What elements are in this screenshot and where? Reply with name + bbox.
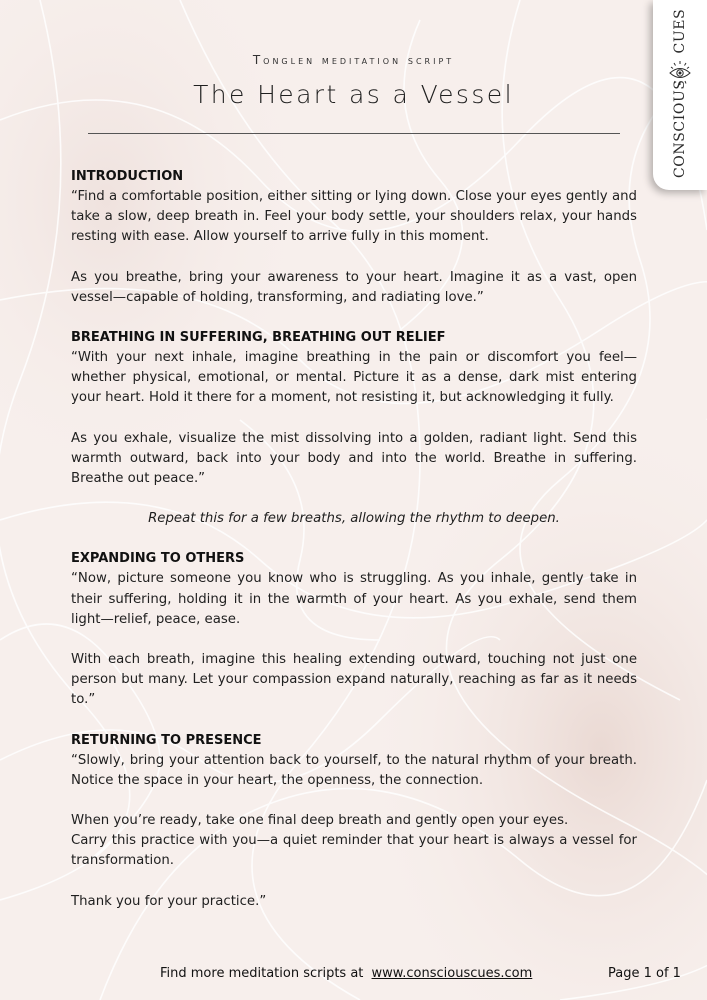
script-body xyxy=(71,167,637,912)
section-heading-expanding: EXPANDING TO OTHERS xyxy=(71,551,245,567)
page-footer xyxy=(160,966,690,981)
brand-word-cues: CUES xyxy=(672,8,688,54)
returning-paragraph-2-line-2: Carry this practice with you—a quiet reminder that your heart is always a vessel for transformation. xyxy=(71,833,637,869)
breathing-paragraph-2: As you exhale, visualize the mist dissolving into a golden, radiant light. Send this warmth outward, back into your body and into the world. Breathe in suffering. Breathe out peace.” xyxy=(71,430,637,487)
footer-text: Find more meditation scripts at xyxy=(160,966,364,981)
introduction-paragraph-2: As you breathe, bring your awareness to your heart. Imagine it as a vast, open vessel—capable of holding, transforming, and radiating love.” xyxy=(71,269,637,305)
page-number: Page 1 of 1 xyxy=(608,966,681,981)
expanding-paragraph-1: “Now, picture someone you know who is struggling. As you inhale, gently take in their suffering, holding it in the warmth of your heart. As you exhale, send them light—relief, peace, ease. xyxy=(71,571,637,627)
title-divider xyxy=(88,133,620,134)
expanding-paragraph-2: With each breath, imagine this healing extending outward, touching not just one person but many. Let your compassion expand naturally, reaching as far as it needs to.” xyxy=(71,652,637,708)
returning-paragraph-2-line-1: When you’re ready, take one final deep breath and gently open your eyes. xyxy=(71,813,569,829)
document-subtitle: Tonglen meditation script xyxy=(252,53,455,67)
document-title: The Heart as a Vessel xyxy=(193,80,514,109)
brand-word-conscious: CONSCIOUS xyxy=(672,79,688,178)
section-heading-returning: RETURNING TO PRESENCE xyxy=(71,732,262,748)
footer-website-link[interactable]: www.consciouscues.com xyxy=(371,966,533,981)
breathing-instruction-note: Repeat this for a few breaths, allowing the rhythm to deepen. xyxy=(148,511,560,527)
returning-paragraph-1: “Slowly, bring your attention back to yourself, to the natural rhythm of your breath. Notice the space in your heart, the openness, the connection. xyxy=(71,752,637,788)
breathing-paragraph-1: “With your next inhale, imagine breathing in the pain or discomfort you feel—whether physical, emotional, or mental. Picture it as a dense, dark mist entering your heart. Hold it there for a moment, not resisting it, but acknowledging it fully. xyxy=(71,350,637,406)
closing-line: Thank you for your practice.” xyxy=(71,893,267,909)
section-heading-breathing: BREATHING IN SUFFERING, BREATHING OUT RELIEF xyxy=(71,330,446,346)
introduction-paragraph-1: “Find a comfortable position, either sitting or lying down. Close your eyes gently and take a slow, deep breath in. Feel your body settle, your shoulders relax, your hands resting with ease. Allow yourself to arrive fully in this moment. xyxy=(71,189,637,245)
section-heading-introduction: INTRODUCTION xyxy=(71,169,184,184)
